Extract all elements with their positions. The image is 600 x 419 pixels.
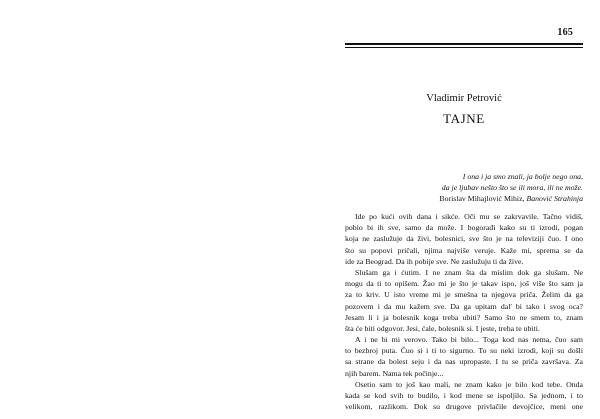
body-line: ide za Beograd. Da ih pobije sve. Ne zaslužuju ti da žive. <box>345 256 524 266</box>
body-line: koja ne zaslužuje da živi, bolesnici, sve što je na televiziji čuo. I ono <box>345 234 583 244</box>
body-line: što su popovi pričali, njima najviše veruje. Kaže mi, sprema se da <box>345 245 583 255</box>
body-line: Jesam li i ja bolesnik koga treba ubiti? Samo što ne smem to, znam <box>345 312 583 322</box>
epigraph-attribution-name: Borislav Mihajlović Mihiz, <box>439 194 527 204</box>
epigraph-attribution-work: Banović Strahinja <box>526 194 583 204</box>
body-line: njih barem. Nama tek počinje... <box>345 368 444 378</box>
body-line: pobio bi ih sve, samo da može. I bogorađi kako su ti izrodi, pogan <box>345 223 583 233</box>
header-rule-thick <box>345 43 583 45</box>
body-text <box>345 211 583 412</box>
epigraph <box>345 171 583 205</box>
body-line: Osetio sam to još kao mali, ne znam kako je bilo kod tebe. Onda <box>355 379 583 389</box>
body-line: pozovem i da mu kažem sve. Da ga upitam dal' bi tako i svog oca? <box>345 301 583 311</box>
epigraph-attribution <box>345 193 583 204</box>
body-line: velikom, razlikom. Dok su drugove privlačile devojčice, meni one <box>345 402 583 412</box>
body-line: za to kriv. U isto vreme mi je smešna ta njegova priča. Želim da ga <box>345 290 583 300</box>
body-line: Ide po kući ovih dana i sikće. Oči mu se zakrvavile. Tačno vidiš, <box>355 212 583 221</box>
author-name: Vladimir Petrović <box>426 93 502 104</box>
body-line: sa strane da bolest seju i da nas upropaste. I tu se priča završava. Za <box>345 357 583 367</box>
story-title: TAJNE <box>443 111 485 126</box>
epigraph-line: I ona i ja smo znali, ja bolje nego ona, <box>462 172 583 181</box>
header-rule-thin <box>345 47 583 48</box>
epigraph-line: da je ljubav nešto što se ili mora, ili ne može. <box>441 183 583 193</box>
body-line: mogu da ti to opišem. Žao mi je što je takav ispo, još više što sam ja <box>345 279 583 289</box>
body-line: Slušam ga i ćutim. I ne znam šta da mislim dok ga slušam. Ne <box>355 267 583 277</box>
body-line: šta će biti odgovor. Jesi, ćale, bolesnik si. I jeste, treba te ubiti. <box>345 323 540 333</box>
body-line: A i ne bi mi verovo. Tako bi bilo... Toga kod nas nema, čuo sam <box>355 335 583 345</box>
body-line: kada se kod svih to budilo, i kod mene se ispoljilo. Sa jednom, i to <box>345 391 583 400</box>
body-line: to bezbroj puta. Čuo si i ti to sigurno. To su neki izrodi, koji su došli <box>345 346 583 356</box>
page-number: 165 <box>557 27 573 38</box>
